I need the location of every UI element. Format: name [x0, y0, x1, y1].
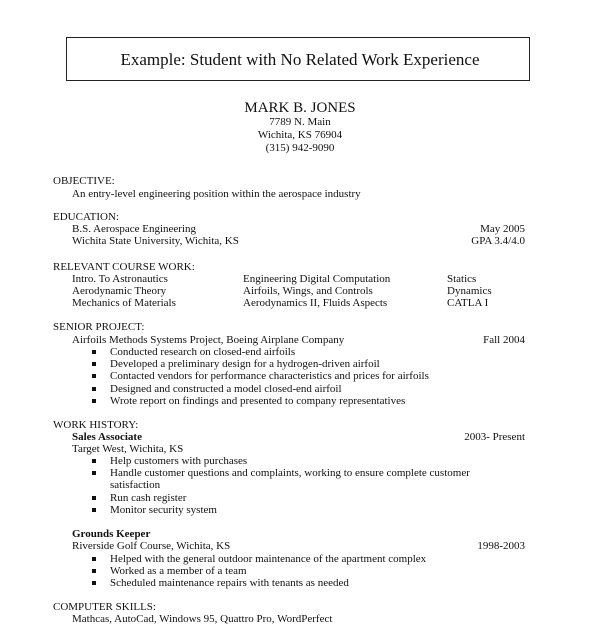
employer: Riverside Golf Course, Wichita, KS — [72, 540, 231, 552]
course: Aerodynamic Theory — [72, 285, 167, 297]
job-title: Grounds Keeper — [72, 528, 151, 540]
course: Mechanics of Materials — [72, 297, 176, 309]
bullet-item: Helped with the general outdoor maintenance of the apartment complex — [110, 553, 427, 565]
bullet-item: Developed a preliminary design for a hydrogen-driven airfoil — [110, 358, 380, 370]
bullet-item: Designed and constructed a model closed-end airfoil — [110, 383, 342, 395]
bullet-icon — [92, 581, 96, 585]
bullet-continuation: satisfaction — [110, 479, 161, 491]
phone: (315) 942-9090 — [265, 142, 335, 154]
bullet-icon — [92, 496, 96, 500]
degree: B.S. Aerospace Engineering — [72, 223, 197, 235]
bullet-icon — [92, 471, 96, 475]
bullet-icon — [92, 569, 96, 573]
bullet-item: Run cash register — [110, 492, 187, 504]
section-heading: EDUCATION: — [53, 211, 119, 223]
page-title: Example: Student with No Related Work Experience — [120, 50, 480, 69]
address: 7789 N. Main — [269, 116, 331, 128]
section-heading: COMPUTER SKILLS: — [53, 601, 156, 613]
job-dates: 1998-2003 — [477, 540, 525, 552]
section-heading: OBJECTIVE: — [53, 175, 115, 187]
bullet-item: Monitor security system — [110, 504, 217, 516]
bullet-icon — [92, 459, 96, 463]
graduation-date: May 2005 — [480, 223, 525, 235]
bullet-icon — [92, 399, 96, 403]
bullet-item: Worked as a member of a team — [110, 565, 247, 577]
bullet-icon — [92, 374, 96, 378]
bullet-item: Contacted vendors for performance characteristics and prices for airfoils — [110, 370, 429, 382]
section-heading: SENIOR PROJECT: — [53, 321, 145, 333]
employer: Target West, Wichita, KS — [72, 443, 184, 455]
bullet-icon — [92, 508, 96, 512]
bullet-icon — [92, 387, 96, 391]
job-dates: 2003- Present — [464, 431, 525, 443]
project-name: Airfoils Methods Systems Project, Boeing Airplane Company — [72, 334, 345, 346]
course: CATLA I — [447, 297, 489, 309]
bullet-icon — [92, 350, 96, 354]
course: Statics — [447, 273, 477, 285]
applicant-name: MARK B. JONES — [244, 100, 356, 116]
school: Wichita State University, Wichita, KS — [72, 235, 239, 247]
city: Wichita, KS 76904 — [257, 129, 343, 141]
course: Intro. To Astronautics — [72, 273, 168, 285]
skills-text: Mathcas, AutoCad, Windows 95, Quattro Pro, WordPerfect — [72, 613, 333, 625]
bullet-item: Handle customer questions and complaints, working to ensure complete customer — [110, 467, 470, 479]
objective-text: An entry-level engineering position within the aerospace industry — [72, 188, 361, 200]
section-heading: WORK HISTORY: — [53, 419, 139, 431]
section-heading: RELEVANT COURSE WORK: — [53, 261, 195, 273]
bullet-item: Scheduled maintenance repairs with tenants as needed — [110, 577, 349, 589]
gpa: GPA 3.4/4.0 — [471, 235, 525, 247]
job-title: Sales Associate — [72, 431, 142, 443]
course: Aerodynamics II, Fluids Aspects — [243, 297, 388, 309]
course: Dynamics — [447, 285, 492, 297]
course: Engineering Digital Computation — [243, 273, 391, 285]
bullet-icon — [92, 557, 96, 561]
bullet-item: Conducted research on closed-end airfoils — [110, 346, 296, 358]
bullet-item: Wrote report on findings and presented to company representatives — [110, 395, 406, 407]
project-date: Fall 2004 — [483, 334, 525, 346]
bullet-icon — [92, 362, 96, 366]
bullet-item: Help customers with purchases — [110, 455, 248, 467]
course: Airfoils, Wings, and Controls — [243, 285, 373, 297]
